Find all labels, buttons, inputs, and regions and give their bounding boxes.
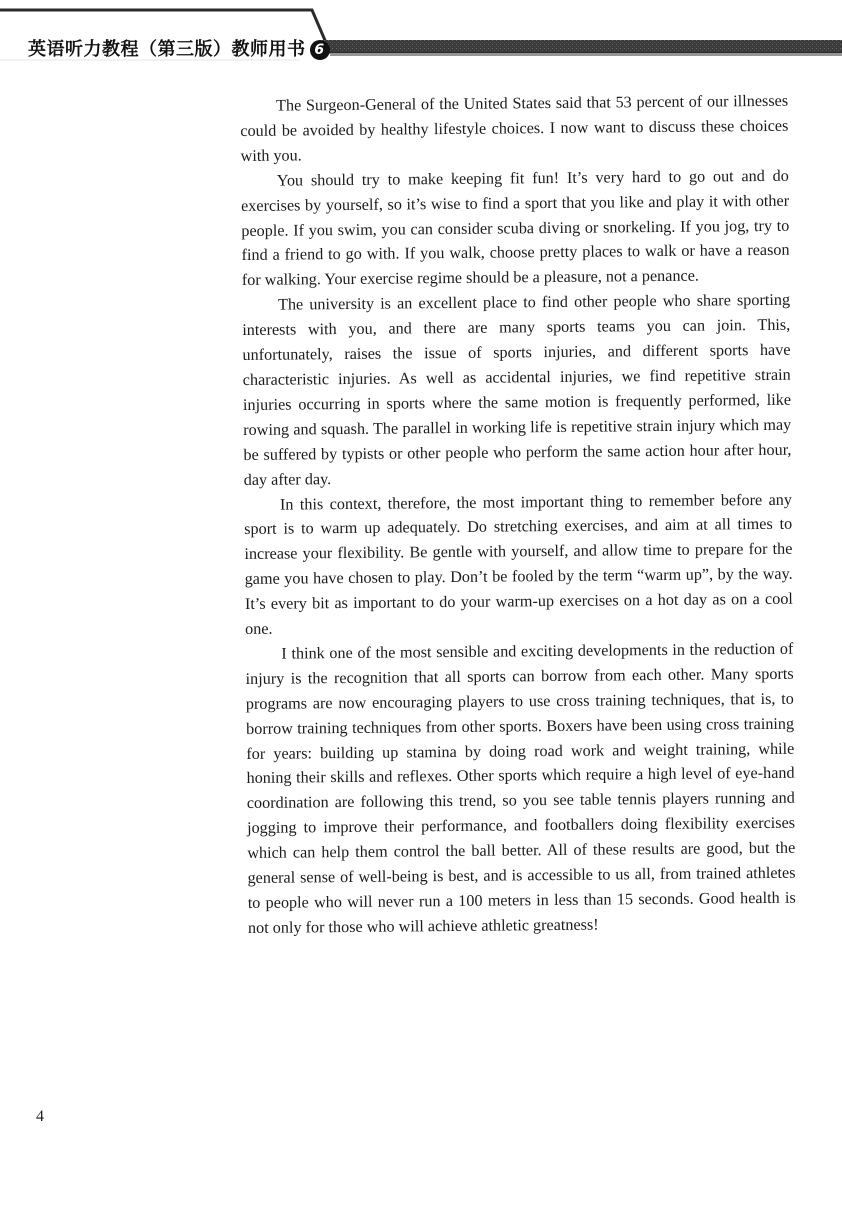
paragraph-2: You should try to make keeping fit fun! It’s very hard to go out and do exercises by yourself, so it’s wise to find a sport that you like and play it with other people. If you swim, you can consider scuba diving or snorkeling. If you jog, try to find a friend to go with. If you walk, choose pretty places to walk or have a reason for walking. Your exercise regime should be a pleasure, not a penance. xyxy=(240,166,790,290)
book-title: 英语听力教程（第三版）教师用书 xyxy=(28,39,306,60)
article-body xyxy=(240,89,796,941)
header-title xyxy=(28,35,330,61)
paragraph-3: The university is an excellent place to find other people who share sporting interests with you, and there are many sports teams you can join. This, unfortunately, raises the issue of sports injuries, and different sports have characteristic injuries. As well as accidental injuries, we find repetitive strain injuries occurring in sports where the same motion is frequently performed, like rowing and squash. The parallel in working life is repetitive strain injury which may be suffered by typists or other people who perform the same action hour after hour, day after day. xyxy=(242,290,792,489)
paragraph-5: I think one of the most sensible and exciting developments in the reduction of injury is the recognition that all sports can borrow from each other. Many sports programs are now encouraging players to use cross training techniques, that is, to borrow training techniques from other sports. Boxers have been using cross training for years: building up stamina by doing road work and weight training, while honing their skills and reflexes. Other sports which require a high level of eye-hand coordination are following this trend, so you see table tennis players running and jogging to improve their performance, and footballers doing flexibility exercises which can help them control the ball better. All of these results are good, but the general sense of well-being is best, and is accessible to us all, from trained athletes to people who will never run a 100 meters in less than 15 seconds. Good health is not only for those who will achieve athletic greatness! xyxy=(245,639,796,937)
paragraph-1: The Surgeon-General of the United States said that 53 percent of our illnesses could be avoided by healthy lifestyle choices. I now want to discuss these choices with you. xyxy=(240,91,789,165)
paragraph-4: In this context, therefore, the most important thing to remember before any sport is to warm up adequately. Do stretching exercises, and aim at all times to increase your flexibility. Be gentle with yourself, and allow time to prepare for the game you have chosen to play. Don’t be fooled by the term “warm up”, by the way. It’s every bit as important to do your warm-up exercises on a hot day as on a cool one. xyxy=(244,490,793,639)
page-number: 4 xyxy=(36,1108,44,1125)
volume-badge: 6 xyxy=(310,40,330,60)
